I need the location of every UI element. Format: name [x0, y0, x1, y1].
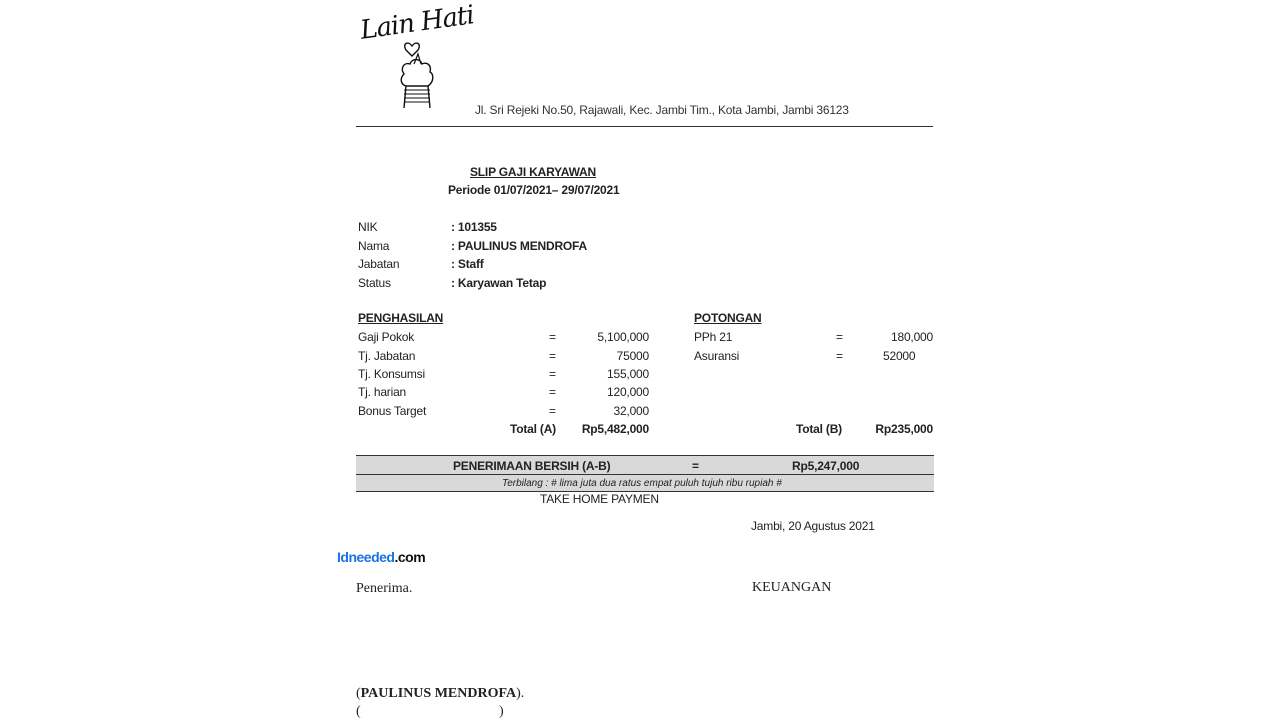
- nik-label: NIK: [358, 220, 378, 234]
- deduction-item-eq: =: [836, 349, 843, 363]
- receiver-close-paren: ).: [516, 686, 525, 701]
- place-date: Jambi, 20 Agustus 2021: [751, 519, 875, 533]
- income-item-amount: 75000: [616, 349, 649, 363]
- deductions-heading: POTONGAN: [694, 311, 762, 325]
- status-label: Status: [358, 276, 391, 290]
- nik-value: : 101355: [451, 220, 497, 234]
- income-total-label: Total (A): [510, 422, 556, 436]
- income-item-label: Gaji Pokok: [358, 330, 415, 344]
- slip-title: SLIP GAJI KARYAWAN: [470, 165, 596, 179]
- receiver-open-paren: (: [356, 686, 361, 701]
- receiver-label: Penerima.: [356, 581, 413, 596]
- jabatan-value: : Staff: [451, 257, 484, 271]
- logo-text: Lain Hati: [358, 0, 476, 46]
- deduction-item-amount: 52000: [883, 349, 916, 363]
- income-item-eq: =: [549, 330, 556, 344]
- deductions-total-label: Total (B): [796, 422, 842, 436]
- nama-label: Nama: [358, 239, 390, 253]
- income-item-eq: =: [549, 404, 556, 418]
- watermark-domain: .com: [394, 549, 426, 565]
- net-pay-eq: =: [692, 459, 699, 473]
- finance-label: KEUANGAN: [752, 580, 832, 595]
- income-item-amount: 32,000: [613, 404, 649, 418]
- deductions-total-value: Rp235,000: [875, 422, 933, 436]
- blank-signature-close: ): [499, 704, 504, 719]
- deduction-item-amount: 180,000: [891, 330, 933, 344]
- status-value: : Karyawan Tetap: [451, 276, 547, 290]
- blank-signature-open: (: [356, 704, 361, 719]
- income-item-amount: 5,100,000: [597, 330, 649, 344]
- finger-heart-icon: [394, 34, 454, 114]
- income-total-value: Rp5,482,000: [581, 422, 649, 436]
- income-item-eq: =: [549, 349, 556, 363]
- jabatan-label: Jabatan: [358, 257, 400, 271]
- receiver-signature: [356, 686, 524, 702]
- net-band-middle-line: [356, 474, 934, 475]
- income-item-eq: =: [549, 385, 556, 399]
- income-item-eq: =: [549, 367, 556, 381]
- take-home-label: TAKE HOME PAYMEN: [540, 492, 659, 506]
- income-item-label: Bonus Target: [358, 404, 427, 418]
- income-item-label: Tj. harian: [358, 385, 407, 399]
- nama-value: : PAULINUS MENDROFA: [451, 239, 587, 253]
- slip-period: Periode 01/07/2021– 29/07/2021: [448, 183, 620, 197]
- net-pay-label: PENERIMAAN BERSIH (A-B): [453, 459, 611, 473]
- net-pay-terbilang: Terbilang : # lima juta dua ratus empat puluh tujuh ribu rupiah #: [502, 478, 782, 489]
- company-address: Jl. Sri Rejeki No.50, Rajawali, Kec. Jambi Tim., Kota Jambi, Jambi 36123: [475, 103, 849, 117]
- watermark: [337, 549, 425, 565]
- income-item-label: Tj. Jabatan: [358, 349, 416, 363]
- income-item-amount: 120,000: [607, 385, 649, 399]
- deduction-item-label: Asuransi: [694, 349, 740, 363]
- deduction-item-eq: =: [836, 330, 843, 344]
- watermark-brand: Idneeded: [337, 549, 395, 565]
- income-item-label: Tj. Konsumsi: [358, 367, 425, 381]
- company-logo: [356, 0, 476, 116]
- receiver-name: PAULINUS MENDROFA: [360, 686, 517, 701]
- net-pay-value: Rp5,247,000: [792, 459, 860, 473]
- income-heading: PENGHASILAN: [358, 311, 444, 325]
- deduction-item-label: PPh 21: [694, 330, 733, 344]
- net-band-top-line: [356, 455, 934, 456]
- income-item-amount: 155,000: [607, 367, 649, 381]
- header-divider: [356, 126, 933, 127]
